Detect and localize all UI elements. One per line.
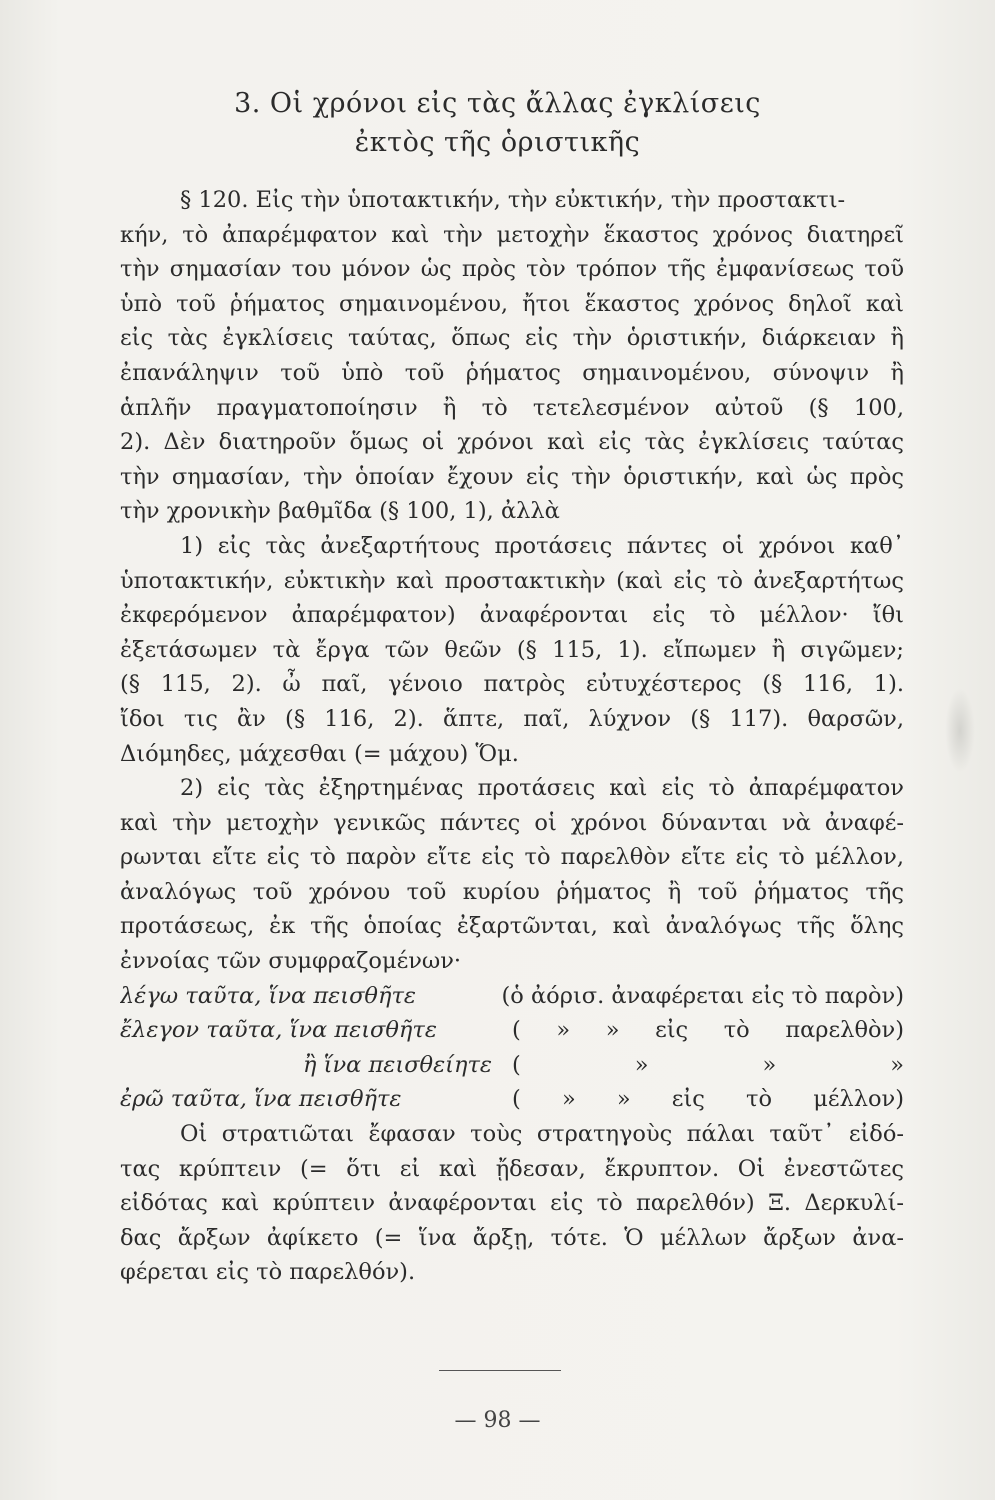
- example-sentence: ἢ ἵνα πεισθείητε: [303, 1051, 492, 1078]
- paper-stain: [945, 688, 975, 773]
- example-note: ( » » εἰς τὸ μέλλον): [512, 1086, 904, 1113]
- text-line: 1) εἰς τὰς ἀνεξαρτήτους προτάσεις πάντες οἱ χρόνοι καθ᾽: [180, 532, 904, 559]
- text-line: ὑποτακτικήν, εὐκτικὴν καὶ προστακτικὴν (καὶ εἰς τὸ ἀνεξαρτήτως: [120, 567, 904, 594]
- text-line: ἐξετάσωμεν τὰ ἔργα τῶν θεῶν (§ 115, 1). εἴπωμεν ἢ σιγῶμεν;: [120, 636, 904, 663]
- text-line: ἐκφερόμενον ἀπαρέμφατον) ἀναφέρονται εἰς τὸ μέλλον· ἴθι: [120, 602, 904, 629]
- section-title-line2: ἐκτὸς τῆς ὁριστικῆς: [354, 127, 641, 158]
- text-line: δας ἄρξων ἀφίκετο (= ἵνα ἄρξῃ, τότε. Ὁ μέλλων ἄρξων ἀνα-: [120, 1224, 904, 1251]
- text-line: ρωνται εἴτε εἰς τὸ παρὸν εἴτε εἰς τὸ παρελθὸν εἴτε εἰς τὸ μέλλον,: [120, 844, 904, 871]
- text-line: Οἱ στρατιῶται ἔφασαν τοὺς στρατηγοὺς πάλαι ταῦτ᾽ εἰδό-: [180, 1121, 904, 1148]
- text-line: ἴδοι τις ἂν (§ 116, 2). ἅπτε, παῖ, λύχνον (§ 117). θαρσῶν,: [120, 705, 904, 732]
- example-note: ( » » »: [512, 1051, 904, 1078]
- text-line: καὶ τὴν μετοχὴν γενικῶς πάντες οἱ χρόνοι δύνανται νὰ ἀναφέ-: [120, 809, 904, 836]
- text-line: εἰς τὰς ἐγκλίσεις ταύτας, ὅπως εἰς τὴν ὁριστικήν, διάρκειαν ἢ: [120, 325, 904, 352]
- text-line: ἐννοίας τῶν συμφραζομένων·: [120, 948, 462, 975]
- section-title-line1: 3. Οἱ χρόνοι εἰς τὰς ἄλλας ἐγκλίσεις: [234, 88, 761, 119]
- text-line: Διόμηδες, μάχεσθαι (= μάχου) Ὅμ.: [120, 740, 519, 767]
- example-list: [120, 979, 904, 1117]
- text-line: φέρεται εἰς τὸ παρελθόν).: [120, 1259, 416, 1286]
- example-row: [120, 1048, 904, 1083]
- spacer: [492, 1082, 512, 1117]
- text-line: § 120. Εἰς τὴν ὑποτακτικήν, τὴν εὐκτικήν, τὴν προστακτι-: [180, 187, 846, 213]
- example-note: ( » » εἰς τὸ παρελθὸν): [512, 1017, 904, 1044]
- closing-paragraph: [120, 1117, 904, 1290]
- spacer: [492, 1013, 512, 1048]
- text-line: προτάσεως, ἐκ τῆς ὁποίας ἐξαρτῶνται, καὶ ἀναλόγως τῆς ὅλης: [120, 913, 904, 940]
- text-line: 2). Δὲν διατηροῦν ὅμως οἱ χρόνοι καὶ εἰς τὰς ἐγκλίσεις ταύτας: [120, 429, 904, 456]
- spacer: [492, 1048, 512, 1083]
- text-line: τὴν σημασίαν, τὴν ὁποίαν ἔχουν εἰς τὴν ὁριστικήν, καὶ ὡς πρὸς: [120, 463, 904, 490]
- text-line: εἰδότας καὶ κρύπτειν ἀναφέρονται εἰς τὸ παρελθόν) Ξ. Δερκυλί-: [120, 1190, 904, 1217]
- example-sentence: ἔλεγον ταῦτα, ἵνα πεισθῆτε: [120, 1017, 437, 1044]
- spacer: [482, 979, 501, 1014]
- text-line: κήν, τὸ ἀπαρέμφατον καὶ τὴν μετοχὴν ἕκαστος χρόνος διατηρεῖ: [120, 221, 904, 248]
- text-line: ἐπανάληψιν τοῦ ὑπὸ τοῦ ῥήματος σημαινομένου, σύνοψιν ἢ: [120, 359, 904, 386]
- footer-rule: [439, 1370, 561, 1371]
- example-sentence: ἐρῶ ταῦτα, ἵνα πεισθῆτε: [120, 1086, 402, 1113]
- text-line: ἀναλόγως τοῦ χρόνου τοῦ κυρίου ῥήματος ἢ τοῦ ῥήματος τῆς: [120, 878, 904, 905]
- example-sentence: λέγω ταῦτα, ἵνα πεισθῆτε: [120, 982, 416, 1009]
- text-line: 2) εἰς τὰς ἐξηρτημένας προτάσεις καὶ εἰς τὸ ἀπαρέμφατον: [180, 775, 904, 802]
- body-text: [120, 183, 904, 1290]
- page-number: — 98 —: [454, 1408, 541, 1433]
- example-row: [120, 1082, 904, 1117]
- text-line: τὴν σημασίαν του μόνον ὡς πρὸς τὸν τρόπον τῆς ἐμφανίσεως τοῦ: [120, 256, 904, 283]
- text-line: τας κρύπτειν (= ὅτι εἰ καὶ ᾔδεσαν, ἔκρυπτον. Οἱ ἐνεστῶτες: [120, 1155, 904, 1182]
- text-line: ὑπὸ τοῦ ῥήματος σημαινομένου, ἤτοι ἕκαστος χρόνος δηλοῖ καὶ: [120, 290, 904, 317]
- text-line: τὴν χρονικὴν βαθμῖδα (§ 100, 1), ἀλλὰ: [120, 498, 560, 525]
- text-line: (§ 115, 2). ὦ παῖ, γένοιο πατρὸς εὐτυχέστερος (§ 116, 1).: [120, 671, 904, 698]
- text-line: ἁπλῆν πραγματοποίησιν ἢ τὸ τετελεσμένον αὐτοῦ (§ 100,: [120, 394, 904, 421]
- main-paragraphs: [120, 183, 904, 979]
- example-row: [120, 1013, 904, 1048]
- example-note: (ὁ ἀόρισ. ἀναφέρεται εἰς τὸ παρὸν): [501, 982, 904, 1009]
- example-row: [120, 979, 904, 1014]
